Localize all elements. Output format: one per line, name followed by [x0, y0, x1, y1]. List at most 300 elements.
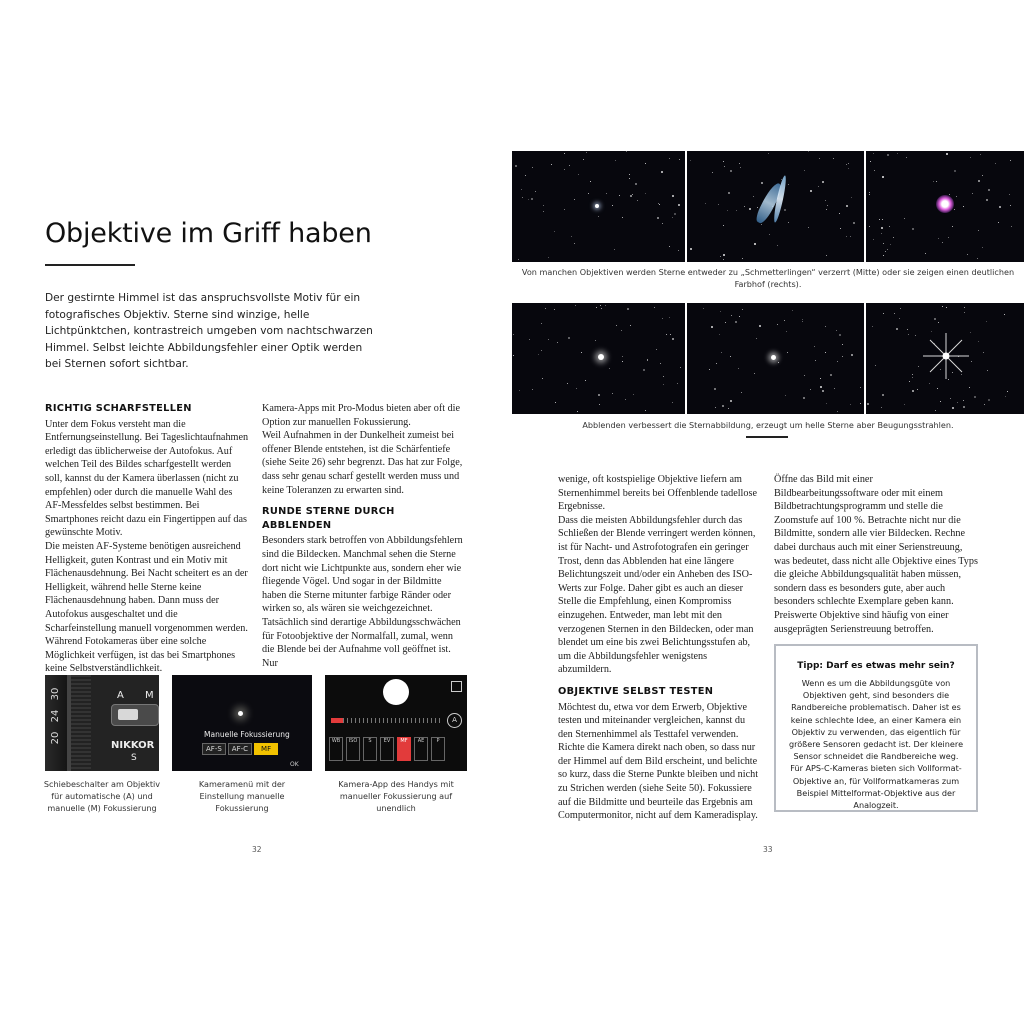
star: [936, 181, 937, 182]
star: [723, 259, 724, 260]
star: [619, 195, 620, 196]
star: [1009, 194, 1010, 195]
star: [622, 356, 623, 357]
star: [542, 378, 543, 379]
star: [908, 334, 909, 335]
star: [678, 250, 679, 251]
star: [629, 174, 630, 175]
star: [672, 338, 674, 340]
star: [887, 154, 889, 156]
star: [554, 309, 555, 310]
star: [873, 153, 874, 154]
star: [670, 334, 671, 335]
body-paragraph: Dass die meisten Abbildungsfehler durch das Schließen der Blende verringert werden können, ist für Nacht- und Astrofotografen ein geringer Trost, denn das Abblenden hat eine längere Belichtungszeit und/oder ein Anheben des ISO-Werts zur Folge. Daher gibt es auch an dieser Stelle die Empfehlung, einen Kompromiss einzugehen. Entweder, man lebt mit den verzogenen Sternen in den Bildecken, oder man blendet um eine bis zwei Belichtungsstufen ab, um die Abbildungsfehler wenigstens abzumildern.: [558, 514, 756, 676]
shutter-button[interactable]: [383, 679, 409, 705]
star: [998, 222, 999, 223]
star: [647, 360, 648, 361]
star: [980, 154, 981, 155]
star: [883, 313, 884, 314]
star: [804, 170, 805, 171]
star: [820, 386, 822, 388]
star: [569, 165, 570, 166]
star: [883, 243, 884, 244]
star: [730, 400, 732, 402]
switch-label-m: M: [145, 690, 154, 701]
star: [929, 383, 930, 384]
star: [963, 400, 964, 401]
tip-body: Wenn es um die Abbildungsgüte von Objektiven geht, sind besonders die Randbereiche problematisch. Daher ist es keine schlechte Idee, an einer Kamera ein Objektiv zu verwenden, das eigentlich für größere Sensoren gedacht ist. Der kleinere Sensor schneidet die Randbereiche weg. Für APS-C-Kameras bieten sich Vollformat-Objektive an, für Vollformatkameras zum Beispiel Mittelformat-Objektive aus der Analogzeit.: [788, 678, 964, 811]
star: [622, 217, 623, 218]
star: [874, 170, 875, 171]
lens-scale-mark: 24: [50, 709, 61, 723]
star: [601, 308, 602, 309]
star: [538, 354, 539, 355]
star: [834, 388, 835, 389]
star: [635, 183, 637, 185]
star: [963, 206, 964, 207]
star: [827, 205, 828, 206]
star: [995, 163, 996, 164]
star: [525, 175, 526, 176]
star: [709, 369, 710, 370]
star: [720, 256, 721, 257]
star: [837, 411, 838, 412]
star: [948, 237, 949, 238]
star: [595, 204, 599, 208]
star: [554, 231, 555, 232]
star-photo-diffraction: [866, 303, 1024, 414]
star: [942, 306, 943, 307]
star: [588, 193, 589, 194]
star: [730, 170, 732, 172]
menu-title: Manuelle Fokussierung: [204, 730, 290, 739]
star: [598, 216, 599, 217]
star: [875, 365, 876, 366]
star: [739, 163, 740, 164]
star: [974, 396, 976, 398]
lens-brand-sub: S: [131, 753, 137, 763]
star: [826, 255, 827, 256]
star: [680, 367, 681, 368]
star: [711, 326, 713, 328]
star: [626, 151, 627, 152]
star: [672, 217, 673, 218]
star: [826, 209, 827, 210]
star: [716, 363, 717, 364]
star: [528, 199, 529, 200]
star: [999, 206, 1001, 208]
star: [757, 207, 758, 208]
star: [637, 200, 638, 201]
mode-badge[interactable]: A: [447, 713, 462, 728]
star: [661, 171, 663, 173]
star: [754, 243, 756, 245]
star: [725, 322, 726, 323]
star: [822, 390, 824, 392]
star: [614, 249, 615, 250]
star: [881, 233, 882, 234]
star: [970, 157, 971, 158]
tip-box: [774, 644, 978, 812]
star: [714, 388, 716, 390]
star: [545, 308, 546, 309]
menu-option-mf[interactable]: MF: [254, 743, 278, 755]
diffraction-spikes: [921, 331, 971, 381]
star: [904, 404, 905, 405]
star: [724, 166, 725, 167]
body-paragraph: Unter dem Fokus versteht man die Entfernungseinstellung. Bei Tageslichtaufnahmen erledigt das üblicherweise der Autofokus. Auf welchen Teil des Bildes scharfgestellt werden soll, kannst du der Kamera überlassen (nicht zu empfehlen) oder durch die manuelle Wahl des AF-Messfeldes selbst bestimmen. Bei Smartphones reicht dazu ein Fingertippen auf das gewünschte Motiv.: [45, 418, 249, 539]
star: [712, 172, 713, 173]
star: [669, 158, 670, 159]
star: [972, 193, 973, 194]
star: [574, 199, 575, 200]
star: [599, 404, 600, 405]
star: [940, 401, 941, 402]
star: [521, 189, 522, 190]
star: [969, 387, 970, 388]
star: [568, 337, 570, 339]
star: [785, 395, 786, 396]
star: [946, 153, 948, 155]
control-ev[interactable]: EV: [380, 737, 394, 761]
star: [982, 247, 983, 248]
star: [574, 243, 575, 244]
star: [869, 192, 870, 193]
star: [719, 334, 720, 335]
star: [808, 151, 809, 152]
star: [777, 245, 778, 246]
star: [567, 383, 568, 384]
star: [803, 397, 805, 399]
star: [837, 361, 838, 362]
star: [735, 321, 737, 323]
star: [802, 319, 803, 320]
star: [756, 338, 757, 339]
star: [984, 404, 985, 405]
star: [577, 411, 578, 412]
star: [657, 217, 659, 219]
menu-ok-label: OK: [290, 761, 299, 768]
star: [690, 248, 692, 250]
star: [645, 193, 646, 194]
star: [581, 352, 582, 353]
star: [595, 340, 596, 341]
camera-menu-photo: [172, 675, 312, 771]
star: [621, 330, 622, 331]
star: [882, 219, 883, 220]
star: [883, 255, 884, 256]
star: [548, 339, 549, 340]
star: [663, 376, 664, 377]
star: [792, 310, 793, 311]
phone-app-photo: [325, 675, 467, 771]
star: [606, 193, 607, 194]
star: [739, 316, 740, 317]
star: [730, 356, 731, 357]
star: [749, 208, 751, 210]
star: [727, 210, 728, 211]
star: [896, 328, 898, 330]
body-paragraph: Kamera-Apps mit Pro-Modus bieten aber oft die Option zur manuellen Fokussierung.: [262, 403, 461, 428]
star: [723, 161, 724, 162]
star: [988, 189, 990, 191]
star: [662, 318, 663, 319]
star: [679, 159, 680, 160]
control-s[interactable]: S: [363, 737, 377, 761]
star: [600, 305, 601, 306]
star: [963, 406, 965, 408]
star: [853, 222, 855, 224]
star: [612, 393, 613, 394]
star: [742, 258, 743, 259]
star-photo-stopped: [687, 303, 864, 414]
right-column-1: [558, 473, 762, 823]
photo-caption: Kamera-App des Handys mit manueller Fokussierung auf unendlich: [338, 779, 454, 813]
star: [879, 219, 880, 220]
section-heading-testen: OBJEKTIVE SELBST TESTEN: [558, 685, 714, 697]
star: [609, 368, 610, 369]
star: [882, 176, 884, 178]
menu-option-afs[interactable]: AF-S: [202, 743, 226, 755]
star: [715, 407, 716, 408]
star: [906, 157, 907, 158]
star: [564, 209, 565, 210]
star: [934, 318, 936, 320]
star: [894, 313, 895, 314]
star: [954, 170, 956, 172]
star: [825, 200, 826, 201]
focus-slider-track[interactable]: [331, 718, 443, 723]
star: [978, 230, 979, 231]
star: [964, 307, 965, 308]
control-iso[interactable]: ISO: [346, 737, 360, 761]
page-number: 32: [252, 845, 262, 854]
star: [830, 374, 832, 376]
star: [957, 402, 958, 403]
star: [690, 160, 691, 161]
photo-caption: Kameramenü mit der Einstellung manuelle Fokussierung: [198, 779, 286, 813]
star: [742, 309, 743, 310]
star: [839, 334, 841, 336]
star: [564, 169, 565, 170]
menu-option-afc[interactable]: AF-C: [228, 743, 252, 755]
star: [869, 226, 870, 227]
star: [564, 153, 565, 154]
photo-caption-bottom: Abblenden verbessert die Sternabbildung, erzeugt um helle Sterne aber Beugungsstrahlen.: [582, 420, 954, 430]
star: [839, 213, 840, 214]
star: [630, 325, 631, 326]
star: [677, 383, 678, 384]
star: [541, 350, 542, 351]
star: [741, 392, 742, 393]
star: [912, 228, 914, 230]
control-wb[interactable]: WB: [329, 737, 343, 761]
star: [535, 191, 536, 192]
star: [842, 344, 843, 345]
title-underline: [45, 264, 135, 266]
right-column-2: [774, 473, 978, 636]
star: [815, 360, 816, 361]
star: [912, 374, 913, 375]
star: [759, 325, 761, 327]
star: [933, 181, 934, 182]
star: [1005, 396, 1006, 397]
star: [986, 321, 987, 322]
star: [663, 384, 664, 385]
star: [869, 194, 870, 195]
star: [822, 181, 824, 183]
star: [678, 204, 680, 206]
star: [787, 352, 788, 353]
star: [925, 253, 926, 254]
star: [825, 326, 826, 327]
star: [522, 197, 523, 198]
star: [571, 236, 572, 237]
photo-caption: Schiebeschalter am Objektiv für automatische (A) und manuelle (M) Fokussierung: [43, 779, 161, 813]
star: [882, 394, 884, 396]
star: [949, 194, 950, 195]
body-paragraph: Tatsächlich sind derartige Abbildungsschwächen für Fotoobjektive der Normalfall, zumal, wenn die Blende bei der Aufnahme voll geöffnet ist. Nur: [262, 616, 461, 669]
star: [971, 361, 972, 362]
star: [987, 370, 988, 371]
intro-paragraph: Der gestirnte Himmel ist das anspruchsvollste Motiv für ein fotografisches Objektiv. Sterne sind winzige, helle Lichtpünktchen, kontrastreich umgeben vom nachtschwarzen Himmel. Selbst leichte Abbildungsfehler einer Optik werden bei Sternen sofort sichtbar.: [45, 292, 373, 370]
star: [964, 312, 965, 313]
star: [938, 238, 939, 239]
tip-title: Tipp: Darf es etwas mehr sein?: [797, 661, 955, 671]
star: [818, 186, 819, 187]
star: [846, 236, 847, 237]
star: [915, 335, 916, 336]
star: [543, 211, 544, 212]
star: [705, 203, 706, 204]
star: [912, 377, 913, 378]
star: [532, 389, 533, 390]
star: [672, 402, 673, 403]
star: [656, 349, 657, 350]
star: [848, 168, 849, 169]
star: [761, 224, 762, 225]
star: [881, 407, 882, 408]
star: [808, 227, 809, 228]
star: [596, 307, 597, 308]
star: [788, 222, 789, 223]
lens-switch-photo: [45, 675, 159, 771]
star: [802, 321, 803, 322]
star: [872, 326, 873, 327]
star: [740, 167, 741, 168]
star: [630, 195, 632, 197]
star: [674, 213, 676, 215]
star: [238, 711, 243, 716]
star: [575, 305, 576, 306]
star: [814, 346, 815, 347]
star: [744, 206, 745, 207]
star: [890, 244, 891, 245]
page-number: 33: [763, 845, 773, 854]
body-paragraph: wenige, oft kostspielige Objektive liefern am Sternenhimmel bereits bei Offenblende tadellose Ergebnisse.: [558, 474, 757, 513]
star: [851, 197, 852, 198]
star: [633, 394, 634, 395]
star: [836, 330, 837, 331]
star: [860, 387, 861, 388]
star: [616, 325, 617, 326]
star: [769, 234, 770, 235]
body-paragraph: Weil Aufnahmen in der Dunkelheit zumeist bei offener Blende entstehen, ist die Schärfentiefe (siehe Seite 26) sehr begrenzt. Das hat zur Folge, dass sehr genau scharf gestellt werden muss und keine Toleranzen zu erwarten sind.: [262, 430, 463, 496]
star: [952, 226, 953, 227]
star: [873, 239, 874, 240]
star: [722, 405, 724, 407]
star: [513, 355, 514, 356]
star: [889, 226, 890, 227]
star: [909, 381, 910, 382]
star: [825, 352, 826, 353]
star: [543, 205, 544, 206]
star: [810, 190, 812, 192]
star: [645, 163, 646, 164]
star: [578, 174, 579, 175]
focus-slider-fill: [331, 718, 343, 723]
body-paragraph: Die meisten AF-Systeme benötigen ausreichend Helligkeit, guten Kontrast und ein Motiv mit Flächenausdehnung. Bei Nacht scheitert es an der Helligkeit, während helle Sterne keine Flächenausdehnung haben. Dann muss der Autofokus ausgeschaltet und die Scharfeinstellung manuell vorgenommen werden. Während Fotokameras über eine solche Möglichkeit verfügen, ist das bei Smartphones keine Selbstverständlichkeit.: [45, 540, 248, 675]
star: [810, 389, 811, 390]
star: [738, 368, 739, 369]
star: [660, 363, 661, 364]
star: [723, 254, 725, 256]
star: [761, 182, 763, 184]
control-p[interactable]: P: [431, 737, 445, 761]
lens-brand: NIKKOR: [111, 740, 155, 751]
star: [662, 223, 663, 224]
star: [736, 210, 737, 211]
switch-label-a: A: [117, 690, 124, 701]
star: [907, 329, 908, 330]
star: [548, 257, 549, 258]
star: [659, 204, 660, 205]
star: [622, 361, 623, 362]
star: [786, 331, 787, 332]
star: [654, 307, 655, 308]
body-paragraph: Öffne das Bild mit einer Bildbearbeitungssoftware oder mit einem Bildbetrachtungsprogramm und stelle die Zoomstufe auf 100 %. Betrachte nicht nur die Bildmitte, sondern alle vier Bildecken. Rechne dabei durchaus auch mit einer Serienstreuung, was bedeutet, dass nicht alle Objektive eines Typs die gleiche Abbildungsqualität haben müssen, sondern dass es besonders gute, aber auch besonders schlechte Exemplare geben kann. Preiswerte Objektive sind häufig von einer ausgeprägten Serienstreuung betroffen.: [774, 474, 978, 635]
star: [840, 228, 841, 229]
body-paragraph: Besonders stark betroffen von Abbildungsfehlern sind die Bildecken. Manchmal sehen die Sterne dort nicht wie Lichtpunkte aus, sondern eher wie fliegende Vögel. Und sogar in der Bildmitte haben die Sterne mitunter farbige Ränder oder wirken so, als wären sie weichgezeichnet.: [262, 535, 463, 615]
star: [870, 161, 871, 162]
star: [1010, 205, 1011, 206]
star: [978, 341, 979, 342]
star: [720, 311, 721, 312]
star: [615, 160, 616, 161]
star: [669, 246, 670, 247]
expand-icon[interactable]: [451, 681, 462, 692]
star: [585, 380, 586, 381]
control-mf[interactable]: MF: [397, 737, 411, 761]
control-ae[interactable]: AE: [414, 737, 428, 761]
left-column-2: [262, 402, 467, 670]
star: [754, 373, 755, 374]
star: [938, 322, 939, 323]
star: [666, 334, 667, 335]
star: [576, 388, 577, 389]
star: [598, 394, 600, 396]
star: [778, 362, 779, 363]
star: [1007, 391, 1008, 392]
star: [590, 181, 591, 182]
star: [846, 164, 847, 165]
star: [532, 167, 533, 168]
star: [967, 254, 968, 255]
star: [703, 308, 704, 309]
lens-scale-mark: 30: [50, 687, 61, 701]
star: [885, 251, 886, 252]
star: [881, 227, 883, 229]
